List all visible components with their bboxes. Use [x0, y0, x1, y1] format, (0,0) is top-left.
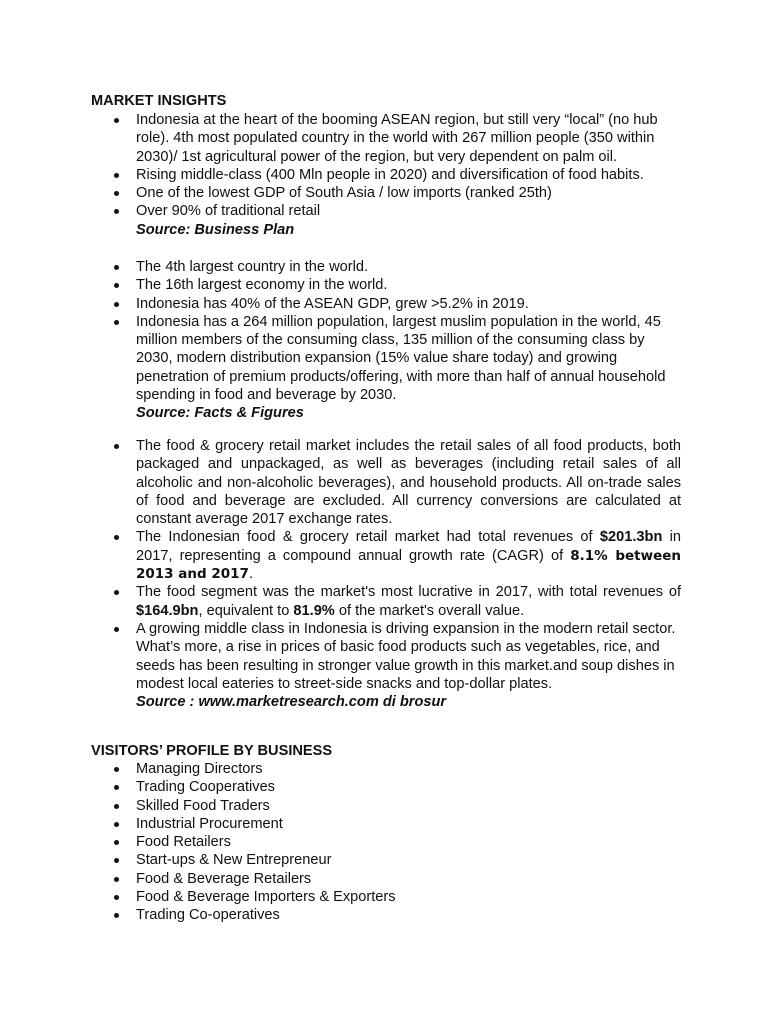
cagr-figure: 8.1% between 2013 and 2017 [136, 547, 681, 583]
list-item [91, 313, 681, 423]
list-item [91, 202, 681, 239]
list-item-text: in 2017, representing a compound annual growth rate (CAGR) of [136, 529, 682, 564]
market-insights-heading: MARKET INSIGHTS [91, 93, 227, 109]
list-item [91, 276, 681, 294]
list-item-text: The food segment was the market's most lucrative in 2017, with total revenues of [136, 584, 681, 601]
visitors-profile-list [91, 760, 681, 925]
list-item: Food & Beverage Retailers [91, 870, 681, 888]
list-item [91, 528, 681, 583]
list-item-text: of the market's overall value. [334, 602, 525, 619]
list-item: Industrial Procurement [91, 815, 681, 833]
list-item-text: The Indonesian food & grocery retail market had total revenues of [136, 529, 600, 546]
list-item [91, 184, 681, 202]
list-item-text: Indonesia has 40% of the ASEAN GDP, grew >5.2% in 2019. [136, 295, 529, 312]
list-item: Food Retailers [91, 833, 681, 851]
list-item: Trading Cooperatives [91, 778, 681, 796]
market-insights-list-1 [91, 111, 681, 239]
list-item [91, 295, 681, 313]
list-item [91, 437, 681, 528]
revenue-figure: $201.3bn [599, 529, 663, 546]
list-item [91, 620, 681, 711]
list-item [91, 258, 681, 276]
source-note: Source : www.marketresearch.com di brosur [136, 694, 447, 711]
market-insights-list-3 [91, 437, 681, 711]
visitors-profile-heading: VISITORS’ PROFILE BY BUSINESS [91, 743, 333, 759]
list-item-text: One of the lowest GDP of South Asia / low imports (ranked 25th) [136, 185, 552, 202]
list-item-text: Indonesia has a 264 million population, largest muslim population in the world, 45 million members of the consuming class, 135 million of the consuming class by 2030, modern distribution expansion (15% value share today) and growing penetration of premium products/offering, with more than half of annual household spending in food and beverage by 2030. [136, 313, 666, 404]
food-revenue-figure: $164.9bn [136, 602, 199, 619]
list-item: Managing Directors [91, 760, 681, 778]
list-item-text: . [248, 566, 253, 583]
list-item-text: The 16th largest economy in the world. [136, 277, 388, 294]
source-note: Source: Business Plan [136, 221, 295, 238]
list-item: Trading Co-operatives [91, 906, 681, 924]
share-figure: 81.9% [293, 602, 335, 619]
list-item: Start-ups & New Entrepreneur [91, 851, 681, 869]
source-note: Source: Facts & Figures [136, 405, 304, 422]
list-item-text: , equivalent to [198, 602, 294, 619]
list-item-text: Over 90% of traditional retail [136, 203, 321, 220]
list-item [91, 111, 681, 166]
market-insights-list-2 [91, 258, 681, 423]
list-item-text: Rising middle-class (400 Mln people in 2020) and diversification of food habits. [136, 166, 644, 183]
list-item: Food & Beverage Importers & Exporters [91, 888, 681, 906]
list-item: Skilled Food Traders [91, 797, 681, 815]
list-item [91, 583, 681, 620]
list-item [91, 166, 681, 184]
list-item-text: The food & grocery retail market includes the retail sales of all food products, both packaged and unpackaged, as well as beverages (including retail sales of all alcoholic and non-alcoholic beverages), and household products. All on-trade sales of food and beverage are excluded. All currency conversions are calculated at constant average 2017 exchange rates. [136, 438, 681, 528]
list-item-text: The 4th largest country in the world. [136, 259, 368, 275]
list-item-text: Indonesia at the heart of the booming ASEAN region, but still very “local” (no hub role). 4th most populated country in the world with 267 million people (350 within 2030)/ 1st agricultural power of the region, but very dependent on palm oil. [136, 112, 658, 165]
list-item-text: A growing middle class in Indonesia is driving expansion in the modern retail sector. What’s more, a rise in prices of basic food products such as vegetables, rice, and seeds has been resulting in stronger value growth in this market.and soup dishes in modest local eateries to street-side snacks and top-dollar plates. [136, 620, 676, 692]
